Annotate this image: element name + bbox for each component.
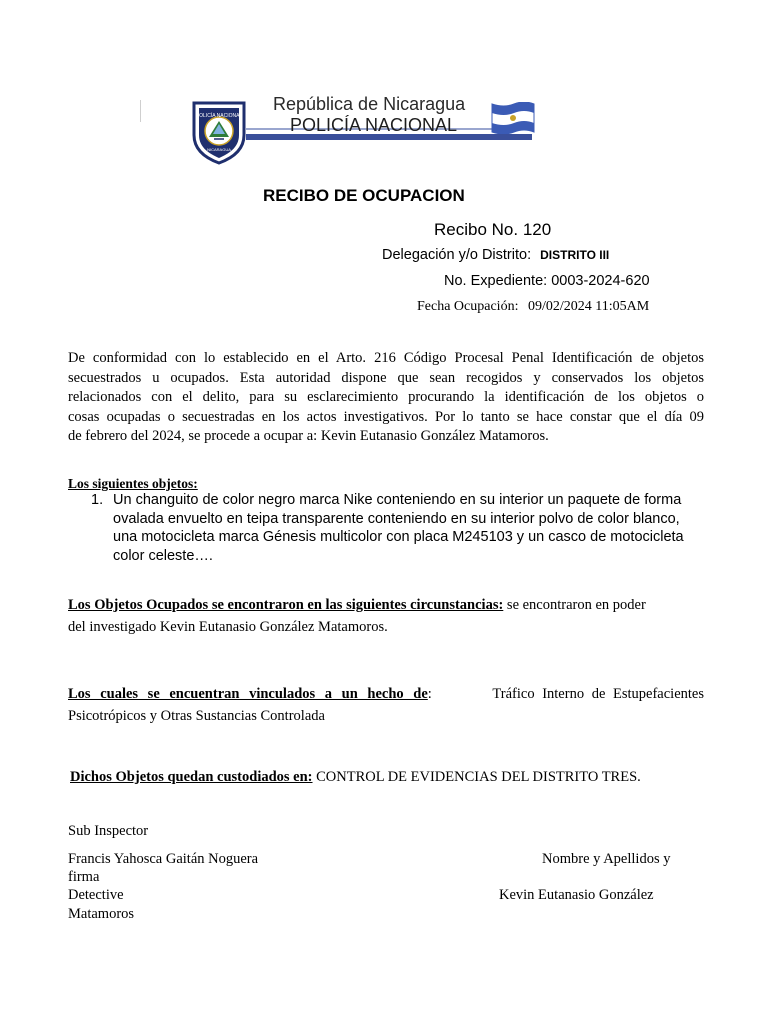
file-number: No. Expediente: 0003-2024-620 [444, 273, 650, 289]
list-item-line: ovalada envuelto en teipa transparente conteniendo en su interior polvo de color blanco, [113, 511, 680, 527]
delegation-value: DISTRITO III [540, 248, 610, 262]
receipt-number: Recibo No. 120 [434, 220, 552, 239]
circumstances-text: se encontraron en poder [503, 597, 646, 613]
circumstances-heading: Los Objetos Ocupados se encontraron en las siguientes circunstancias: [68, 597, 504, 613]
linked-colon: : [427, 686, 432, 702]
linked-crime: Tráfico Interno de Estupefacientes [492, 686, 704, 702]
circumstances-line-2: del investigado Kevin Eutanasio González Matamoros. [68, 619, 388, 635]
occupation-date-value: 09/02/2024 11:05AM [527, 299, 650, 314]
intro-paragraph [68, 349, 704, 447]
delegation-row [382, 247, 609, 263]
custody-value: CONTROL DE EVIDENCIAS DEL DISTRITO TRES. [312, 769, 641, 785]
occupation-date-row [417, 299, 649, 315]
list-item-number: 1. [91, 492, 104, 508]
nicaragua-flag-icon [490, 102, 536, 134]
occupation-date-label: Fecha Ocupación: [417, 299, 519, 314]
linked-heading-wrap [68, 686, 432, 703]
officer-rank: Sub Inspector [68, 823, 149, 839]
intro-line: relacionados con el delito, para su esclarecimiento procurando la identificación de los objetos o [68, 389, 704, 405]
custody-line [70, 769, 641, 786]
police-seal-logo [190, 97, 248, 165]
seal-text-top: POLICÍA NACIONAL [195, 113, 243, 119]
name-sign-label: Nombre y Apellidos y [542, 851, 671, 867]
header-divider [140, 100, 141, 122]
linked-line-2: Psicotrópicos y Otras Sustancias Controlada [68, 708, 325, 724]
intro-line: secuestrados u ocupados. Esta autoridad dispone que sean recogidos y conservados los objetos [68, 369, 704, 386]
intro-line: cosas ocupadas o secuestradas en los actos investigativos. Por lo tanto se hace constar que el día 09 [68, 408, 704, 425]
circumstances-line-1 [68, 597, 646, 614]
linked-heading: Los cuales se encuentran vinculados a un hecho de [68, 686, 428, 702]
officer-role: Detective [68, 887, 124, 903]
intro-line: De conformidad con lo establecido en el Arto. 216 Código Procesal Penal Identificación de objetos [68, 350, 704, 366]
document-title: RECIBO DE OCUPACION [263, 186, 465, 205]
investigated-surname: Matamoros [68, 906, 135, 922]
list-item-line: una motocicleta marca Génesis multicolor con placa M245103 y un casco de motocicleta [113, 529, 684, 545]
seal-text-bottom: NICARAGUA [207, 147, 231, 152]
custody-heading: Dichos Objetos quedan custodiados en: [70, 769, 313, 785]
intro-line: de febrero del 2024, se procede a ocupar a: Kevin Eutanasio González Matamoros. [68, 428, 549, 444]
list-item-line: Un changuito de color negro marca Nike conteniendo en su interior un paquete de forma [113, 492, 682, 508]
delegation-label: Delegación y/o Distrito: [382, 247, 532, 263]
list-item-line: color celeste…. [113, 548, 213, 564]
linked-line-1 [68, 686, 704, 703]
header-police: POLICÍA NACIONAL [290, 115, 458, 135]
officer-name: Francis Yahosca Gaitán Noguera [68, 851, 259, 867]
firma-label: firma [68, 869, 100, 885]
header-republic: República de Nicaragua [273, 94, 466, 114]
investigated-name: Kevin Eutanasio González [499, 887, 654, 903]
objects-heading: Los siguientes objetos: [68, 476, 198, 491]
